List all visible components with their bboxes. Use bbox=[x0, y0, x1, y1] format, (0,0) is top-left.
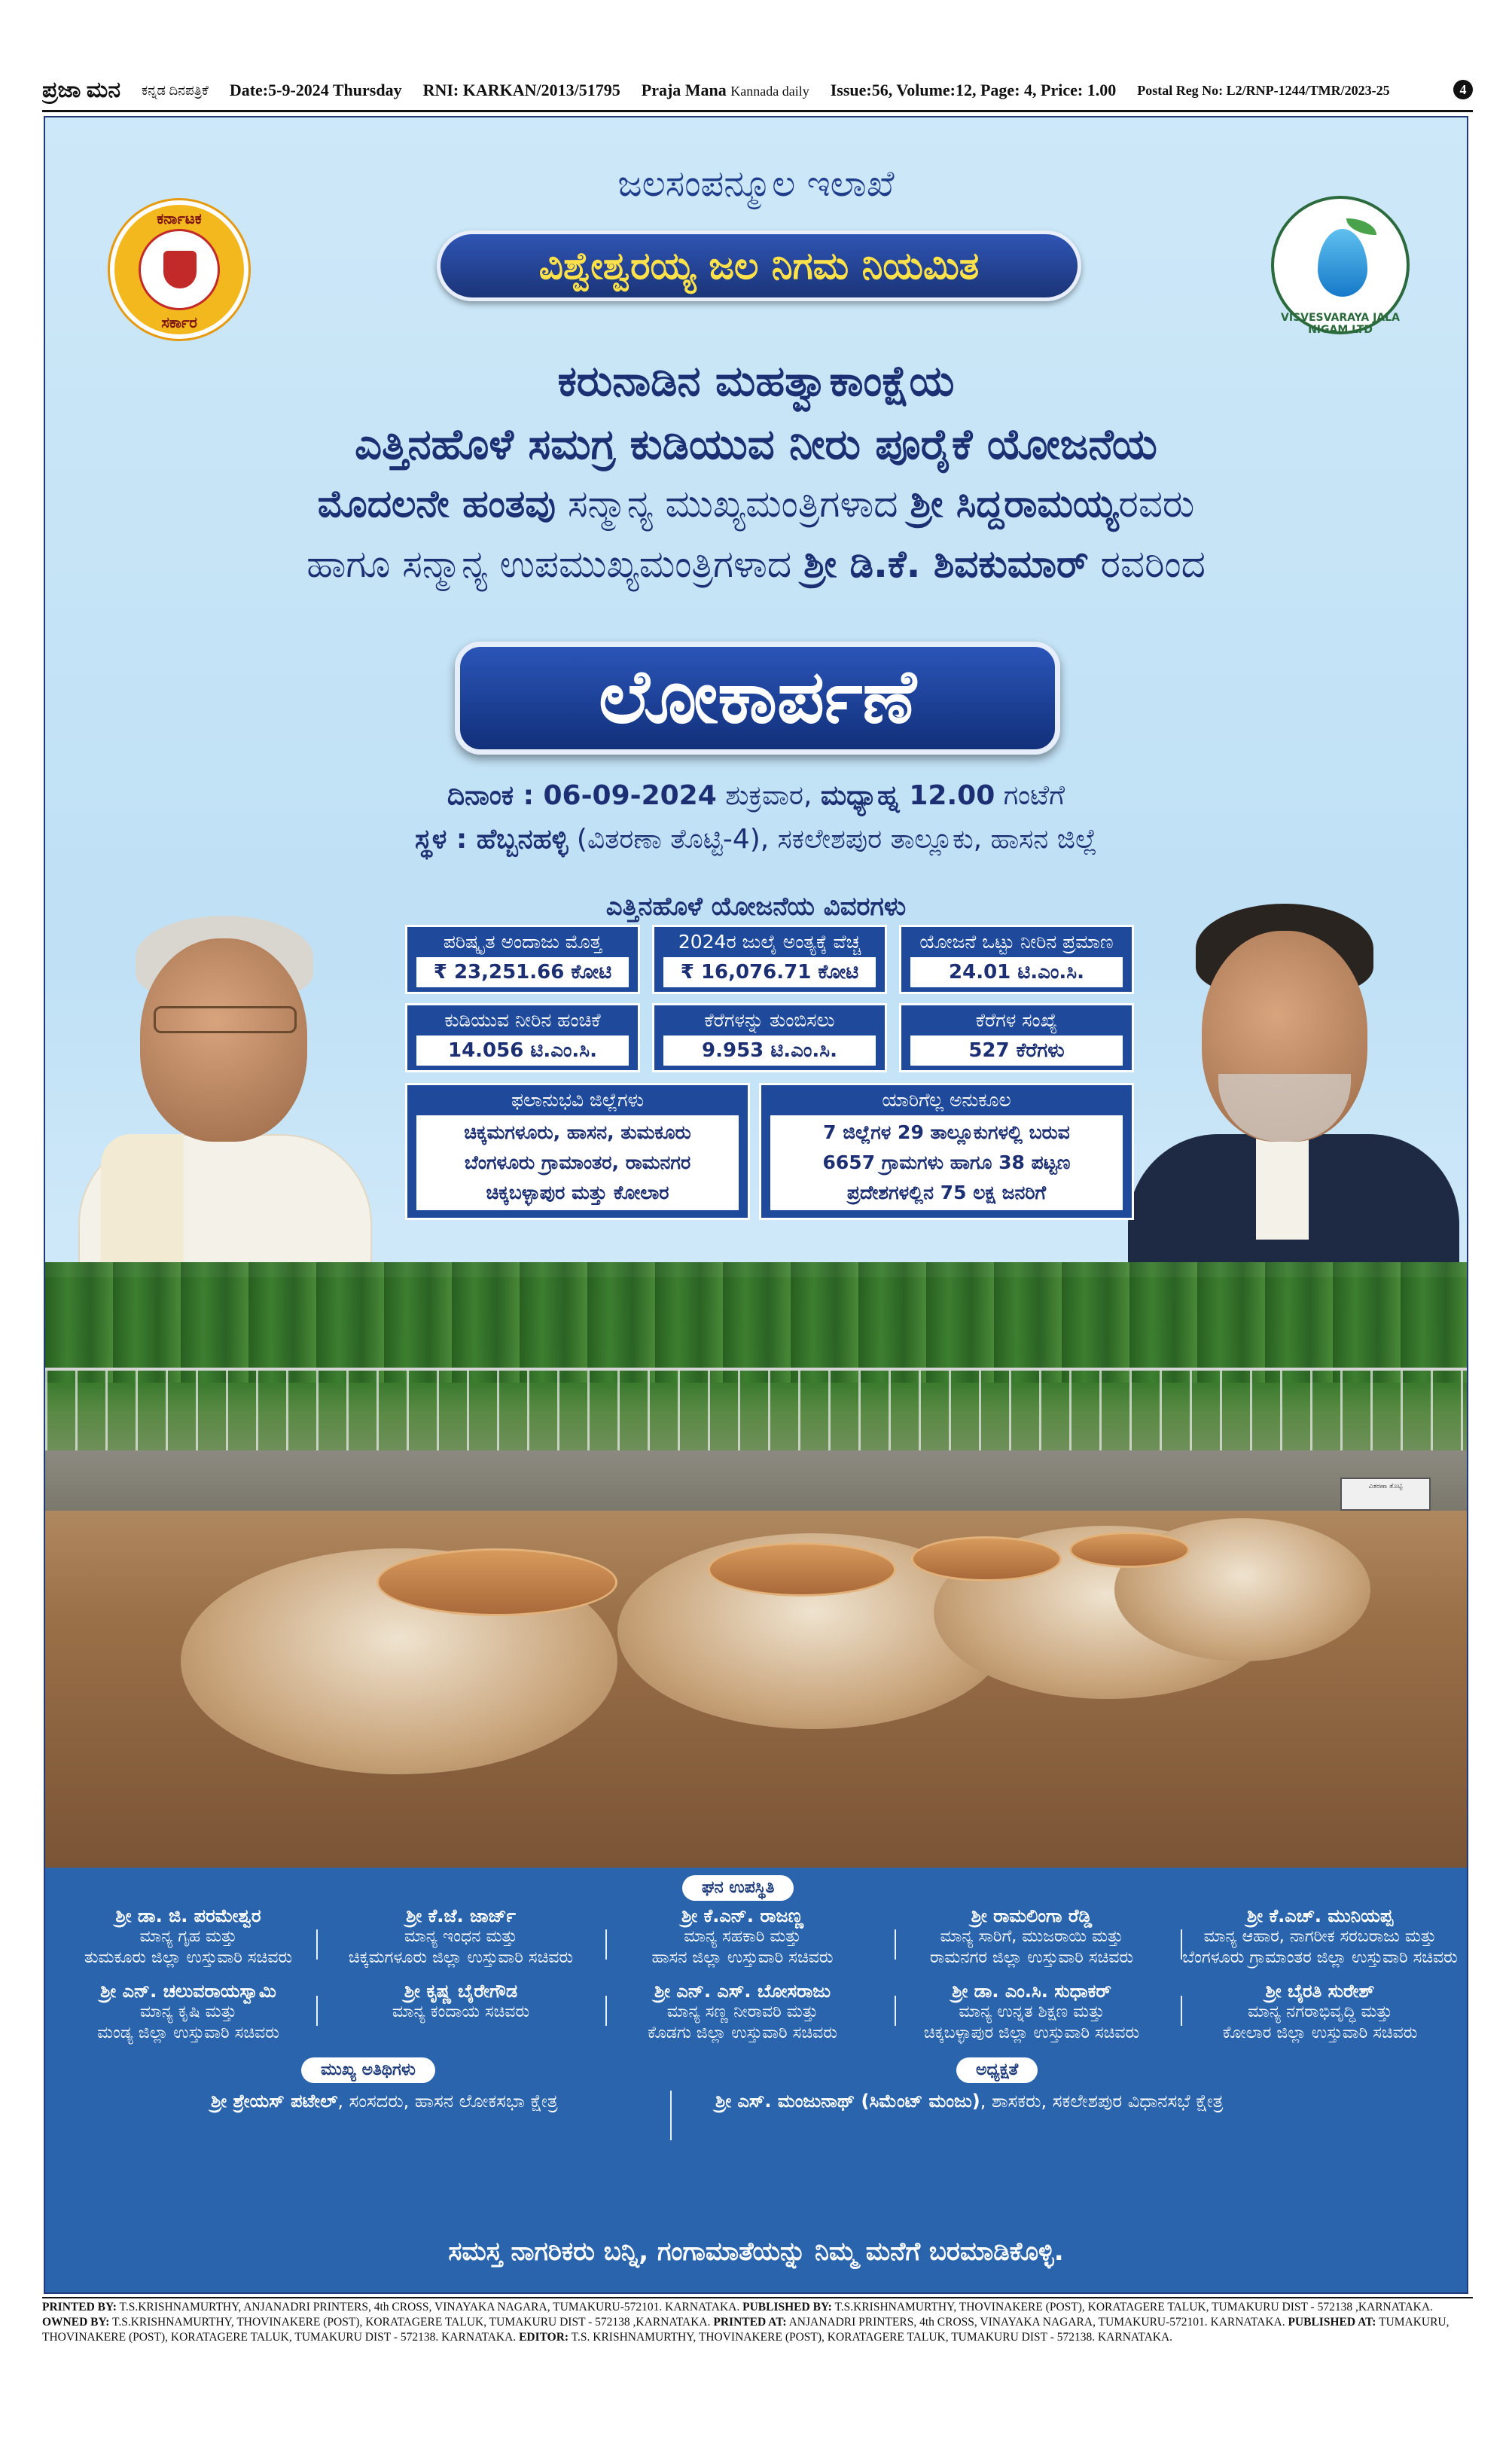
minister-name: ಶ್ರೀ ಡಾ. ಎಂ.ಸಿ. ಸುಧಾಕರ್ bbox=[952, 1981, 1111, 2002]
inauguration-banner: ಲೋಕಾರ್ಪಣೆ bbox=[455, 642, 1060, 755]
president-role: , ಶಾಸಕರು, ಸಕಲೇಶಪುರ ವಿಧಾನಸಭೆ ಕ್ಷೇತ್ರ bbox=[980, 2091, 1224, 2112]
detail-label: ಯೋಜನೆ ಒಟ್ಟು ನೀರಿನ ಪ್ರಮಾಣ bbox=[919, 931, 1114, 953]
benefit-line: 6657 ಗ್ರಾಮಗಳು ಹಾಗೂ 38 ಪಟ್ಟಣ bbox=[822, 1151, 1071, 1173]
presence-label: ಘನ ಉಪಸ್ಥಿತಿ bbox=[682, 1875, 794, 1901]
minister-name: ಶ್ರೀ ಎನ್. ಚಲುವರಾಯಸ್ವಾಮಿ bbox=[100, 1981, 276, 2002]
detail-card-expenditure bbox=[652, 925, 887, 994]
issue-date: Date:5-9-2024 Thursday bbox=[229, 81, 402, 99]
chief-guest-role: , ಸಂಸದರು, ಹಾಸನ ಲೋಕಸಭಾ ಕ್ಷೇತ್ರ bbox=[337, 2091, 558, 2112]
paper-name: ಪ್ರಜಾ ಮನ bbox=[42, 78, 121, 102]
imprint-label: PRINTED AT: bbox=[710, 2316, 787, 2329]
emblem-bottom-text: ಸರ್ಕಾರ bbox=[161, 313, 197, 331]
minister-name: ಶ್ರೀ ಕೆ.ಎನ್. ರಾಜಣ್ಣ bbox=[681, 1905, 804, 1926]
detail-card-districts bbox=[405, 1083, 750, 1220]
date-label: ದಿನಾಂಕ : 06-09-2024 bbox=[447, 780, 717, 811]
detail-value: 527 ಕೆರೆಗಳು bbox=[910, 1035, 1123, 1066]
minister-district: ಕೋಲಾರ ಜಿಲ್ಲಾ ಉಸ್ತುವಾರಿ ಸಚಿವರು bbox=[1222, 2024, 1418, 2042]
chief-guest-name: ಶ್ರೀ ಶ್ರೇಯಸ್ ಪಟೇಲ್ bbox=[211, 2091, 338, 2112]
headline-line-3 bbox=[45, 482, 1467, 526]
imprint-line-3 bbox=[42, 2330, 1473, 2345]
karnataka-emblem-icon bbox=[110, 200, 248, 339]
detail-value: ₹ 23,251.66 ಕೋಟಿ bbox=[416, 957, 629, 987]
minister-entry bbox=[1172, 1981, 1468, 2044]
district-line: ಚಿಕ್ಕಬಳ್ಳಾಪುರ ಮತ್ತು ಕೋಲಾರ bbox=[486, 1182, 669, 1203]
dcm-title: ಹಾಗೂ ಸನ್ಮಾನ್ಯ ಉಪಮುಖ್ಯಮಂತ್ರಿಗಳಾದ bbox=[306, 542, 804, 586]
masthead bbox=[42, 74, 1473, 107]
headline-line-4 bbox=[45, 542, 1467, 587]
face bbox=[140, 938, 307, 1142]
minister-entry bbox=[889, 1981, 1175, 2044]
corporation-banner: ವಿಶ್ವೇಶ್ವರಯ್ಯ ಜಲ ನಿಗಮ ನಿಯಮಿತ bbox=[437, 230, 1081, 301]
outlet-bowl bbox=[708, 1542, 896, 1597]
minister-entry bbox=[53, 1905, 324, 1969]
minister-portfolio: ಮಾನ್ಯ ಆಹಾರ, ನಾಗರೀಕ ಸರಬರಾಜು ಮತ್ತು bbox=[1203, 1927, 1437, 1946]
imprint-text: T.S.KRISHNAMURTHY, THOVINAKERE (POST), KORATAGERE TALUK, TUMAKURU DIST - 572138 ,KARNATAKA. bbox=[831, 2301, 1433, 2313]
minister-district: ಮಂಡ್ಯ ಜಿಲ್ಲಾ ಉಸ್ತುವಾರಿ ಸಚಿವರು bbox=[97, 2024, 279, 2042]
minister-portfolio: ಮಾನ್ಯ ನಗರಾಭಿವೃದ್ಧಿ ಮತ್ತು bbox=[1248, 2002, 1392, 2021]
detail-value bbox=[770, 1115, 1123, 1210]
minister-portfolio: ಮಾನ್ಯ ಕೃಷಿ ಮತ್ತು bbox=[139, 2002, 237, 2021]
separator bbox=[316, 1996, 318, 2026]
outlet-bowl bbox=[1069, 1532, 1190, 1568]
masthead-rule bbox=[42, 110, 1473, 112]
minister-name: ಶ್ರೀ ಬೈರತಿ ಸುರೇಶ್ bbox=[1265, 1981, 1375, 2002]
minister-district: ಚಿಕ್ಕಮಗಳೂರು ಜಿಲ್ಲಾ ಉಸ್ತುವಾರಿ ಸಚಿವರು bbox=[348, 1948, 574, 1967]
imprint-label: OWNED BY: bbox=[42, 2316, 110, 2329]
imprint-line-1 bbox=[42, 2300, 1473, 2315]
headline-line-1: ಕರುನಾಡಿನ ಮಹತ್ವಾಕಾಂಕ್ಷೆಯ bbox=[557, 357, 955, 406]
tree-line bbox=[45, 1262, 1467, 1383]
detail-value: 9.953 ಟಿ.ಎಂ.ಸಿ. bbox=[663, 1035, 876, 1066]
detail-card-water-quantity bbox=[899, 925, 1134, 994]
detail-card-tank-filling bbox=[652, 1003, 887, 1072]
minister-district: ಕೊಡಗು ಜಿಲ್ಲಾ ಉಸ್ತುವಾರಿ ಸಚಿವರು bbox=[648, 2024, 837, 2042]
detail-label: ಕೆರೆಗಳನ್ನು ತುಂಬಿಸಲು bbox=[704, 1009, 835, 1031]
vjnl-logo-text: VISVESVARAYA JALA NIGAM LTD bbox=[1281, 312, 1400, 336]
detail-label: 2024ರ ಜುಲೈ ಅಂತ್ಯಕ್ಕೆ ವೆಚ್ಚ bbox=[678, 931, 861, 953]
event-place bbox=[45, 824, 1467, 856]
minister-portfolio: ಮಾನ್ಯ ಉನ್ನತ ಶಿಕ್ಷಣ ಮತ್ತು bbox=[959, 2002, 1105, 2021]
phase-text: ಮೊದಲನೇ ಹಂತವು bbox=[317, 482, 556, 526]
page-number: 4 bbox=[1453, 80, 1473, 99]
event-date bbox=[45, 780, 1467, 812]
minister-district: ರಾಮನಗರ ಜಿಲ್ಲಾ ಉಸ್ತುವಾರಿ ಸಚಿವರು bbox=[929, 1948, 1134, 1967]
benefit-line: 7 ಜಿಲ್ಲೆಗಳ 29 ತಾಲ್ಲೂಕುಗಳಲ್ಲಿ ಬರುವ bbox=[823, 1121, 1070, 1143]
department-name: ಜಲಸಂಪನ್ಮೂಲ ಇಲಾಖೆ bbox=[617, 163, 895, 205]
imprint-label: EDITOR: bbox=[516, 2331, 569, 2344]
district-line: ಬೆಂಗಳೂರು ಗ್ರಾಮಾಂತರ, ರಾಮನಗರ bbox=[464, 1151, 691, 1173]
paper-name-en: Praja Mana bbox=[641, 81, 727, 99]
emblem-inner bbox=[139, 229, 220, 310]
emblem-shield bbox=[163, 251, 197, 288]
postal-reg: Postal Reg No: L2/RNP-1244/TMR/2023-25 bbox=[1137, 82, 1390, 98]
minister-entry bbox=[607, 1905, 878, 1969]
chief-guest bbox=[211, 2091, 558, 2112]
detail-label: ಕೆರೆಗಳ ಸಂಖ್ಯೆ bbox=[975, 1009, 1058, 1031]
detail-card-drinking-water bbox=[405, 1003, 640, 1072]
minister-name: ಶ್ರೀ ಕೆ.ಎಚ್. ಮುನಿಯಪ್ಪ bbox=[1246, 1905, 1394, 1926]
district-line: ಚಿಕ್ಕಮಗಳೂರು, ಹಾಸನ, ತುಮಕೂರು bbox=[464, 1121, 691, 1143]
date-time: ಮಧ್ಯಾಹ್ನ 12.00 bbox=[820, 780, 995, 811]
separator bbox=[316, 1929, 318, 1960]
detail-value: 24.01 ಟಿ.ಎಂ.ಸಿ. bbox=[910, 957, 1123, 987]
detail-value: 14.056 ಟಿ.ಎಂ.ಸಿ. bbox=[416, 1035, 629, 1066]
paper-tagline: ಕನ್ನಡ ದಿನಪತ್ರಿಕೆ bbox=[142, 82, 209, 98]
headline-line-2: ಎತ್ತಿನಹೊಳೆ ಸಮಗ್ರ ಕುಡಿಯುವ ನೀರು ಪೂರೈಕೆ ಯೋಜನೆಯ bbox=[355, 420, 1157, 469]
cm-title: ಸನ್ಮಾನ್ಯ ಮುಖ್ಯಮಂತ್ರಿಗಳಾದ bbox=[556, 482, 910, 526]
detail-value: ₹ 16,076.71 ಕೋಟಿ bbox=[663, 957, 876, 987]
minister-entry bbox=[325, 1981, 596, 2023]
emblem-top-text: ಕರ್ನಾಟಕ bbox=[157, 209, 202, 227]
minister-district: ಹಾಸನ ಜಿಲ್ಲಾ ಉಸ್ತುವಾರಿ ಸಚಿವರು bbox=[651, 1948, 834, 1967]
signboard: ವಿತರಣಾ ತೊಟ್ಟಿ bbox=[1340, 1478, 1431, 1511]
president-name: ಶ್ರೀ ಎಸ್. ಮಂಜುನಾಥ್ (ಸಿಮೆಂಟ್ ಮಂಜು) bbox=[715, 2091, 980, 2112]
vjnl-logo-icon bbox=[1271, 196, 1410, 334]
dcm-name: ಶ್ರೀ ಡಿ.ಕೆ. ಶಿವಕುಮಾರ್ bbox=[803, 542, 1089, 586]
presided-by-label: ಅಧ್ಯಕ್ಷತೆ bbox=[956, 2057, 1038, 2083]
public-invitation: ಸಮಸ್ತ ನಾಗರಿಕರು ಬನ್ನಿ, ಗಂಗಾಮಾತೆಯನ್ನು ನಿಮ್ಮ ಮನೆಗೆ ಬರಮಾಡಿಕೊಳ್ಳಿ. bbox=[448, 2237, 1064, 2267]
minister-district: ಬೆಂಗಳೂರು ಗ್ರಾಮಾಂತರ ಜಿಲ್ಲಾ ಉಸ್ತುವಾರಿ ಸಚಿವರು bbox=[1182, 1948, 1458, 1967]
outlet-bowl bbox=[376, 1548, 617, 1616]
dcm-suffix: ರವರಿಂದ bbox=[1088, 542, 1206, 586]
imprint-text: ANJANADRI PRINTERS, 4th CROSS, VINAYAKA NAGARA, TUMAKURU-572101. KARNATAKA. bbox=[786, 2316, 1285, 2329]
minister-entry bbox=[53, 1981, 324, 2044]
delivery-chamber-photo bbox=[45, 1262, 1467, 1868]
detail-label: ಫಲಾನುಭವಿ ಜಿಲ್ಲೆಗಳು bbox=[511, 1089, 645, 1111]
minister-entry bbox=[325, 1905, 596, 1969]
minister-district: ಚಿಕ್ಕಬಳ್ಳಾಪುರ ಜಿಲ್ಲಾ ಉಸ್ತುವಾರಿ ಸಚಿವರು bbox=[923, 2024, 1140, 2042]
spectacles-icon bbox=[154, 1006, 297, 1033]
date-day: ಶುಕ್ರವಾರ, bbox=[716, 780, 821, 811]
date-suffix: ಗಂಟೆಗೆ bbox=[995, 780, 1065, 811]
issue-info: Issue:56, Volume:12, Page: 4, Price: 1.00 bbox=[830, 81, 1117, 99]
beard bbox=[1218, 1074, 1351, 1142]
paper-name-en-small: Kannada daily bbox=[730, 84, 809, 99]
imprint-text: T.S.KRISHNAMURTHY, ANJANADRI PRINTERS, 4th CROSS, VINAYAKA NAGARA, TUMAKURU-572101. KARNATAKA. bbox=[116, 2301, 740, 2313]
minister-entry bbox=[889, 1905, 1175, 1969]
minister-entry bbox=[607, 1981, 878, 2044]
outlet-bowl bbox=[911, 1536, 1062, 1581]
minister-name: ಶ್ರೀ ಎನ್. ಎಸ್. ಬೋಸರಾಜು bbox=[654, 1981, 831, 2002]
minister-portfolio: ಮಾನ್ಯ ಕಂದಾಯ ಸಚಿವರು bbox=[392, 2002, 530, 2021]
government-advertisement bbox=[44, 116, 1468, 2294]
minister-name: ಶ್ರೀ ಕೃಷ್ಣ ಬೈರೇಗೌಡ bbox=[404, 1981, 518, 2002]
detail-label: ಯಾರಿಗೆಲ್ಲ ಅನುಕೂಲ bbox=[882, 1089, 1011, 1111]
imprint-text: THOVINAKERE (POST), KORATAGERE TALUK, TUMAKURU DIST - 572138. KARNATAKA. bbox=[42, 2331, 517, 2344]
cm-name: ಶ್ರೀ ಸಿದ್ದರಾಮಯ್ಯ bbox=[910, 482, 1119, 526]
imprint-line-2 bbox=[42, 2315, 1473, 2330]
minister-portfolio: ಮಾನ್ಯ ಸಾರಿಗೆ, ಮುಜರಾಯಿ ಮತ್ತು bbox=[940, 1927, 1123, 1946]
detail-value bbox=[416, 1115, 739, 1210]
detail-card-revised-cost bbox=[405, 925, 640, 994]
footer-rule bbox=[42, 2297, 1473, 2298]
minister-district: ತುಮಕೂರು ಜಿಲ್ಲಾ ಉಸ್ತುವಾರಿ ಸಚಿವರು bbox=[84, 1948, 293, 1967]
minister-portfolio: ಮಾನ್ಯ ಸಹಕಾರಿ ಮತ್ತು bbox=[684, 1927, 801, 1946]
project-details-title: ಎತ್ತಿನಹೊಳೆ ಯೋಜನೆಯ ವಿವರಗಳು bbox=[605, 892, 907, 922]
imprint-label: PUBLISHED BY: bbox=[739, 2301, 832, 2313]
minister-entry bbox=[1172, 1905, 1468, 1969]
detail-label: ಕುಡಿಯುವ ನೀರಿನ ಹಂಚಿಕೆ bbox=[444, 1009, 601, 1031]
shirt-collar bbox=[1256, 1134, 1309, 1240]
chief-guest-label: ಮುಖ್ಯ ಅತಿಥಿಗಳು bbox=[301, 2057, 435, 2083]
dignitaries-band bbox=[45, 1868, 1467, 2294]
detail-label: ಪರಿಷ್ಕೃತ ಅಂದಾಜು ಮೊತ್ತ bbox=[443, 931, 602, 953]
minister-name: ಶ್ರೀ ರಾಮಲಿಂಗಾ ರೆಡ್ಡಿ bbox=[971, 1905, 1093, 1926]
detail-card-beneficiaries bbox=[759, 1083, 1134, 1220]
printer-imprint bbox=[42, 2300, 1473, 2345]
minister-name: ಶ್ರೀ ಡಾ. ಜಿ. ಪರಮೇಶ್ವರ bbox=[115, 1905, 261, 1926]
cm-suffix: ರವರು bbox=[1118, 482, 1195, 526]
minister-portfolio: ಮಾನ್ಯ ಸಣ್ಣ ನೀರಾವರಿ ಮತ್ತು bbox=[666, 2002, 818, 2021]
place-label: ಸ್ಥಳ : ಹೆಬ್ಬನಹಳ್ಳಿ bbox=[415, 824, 569, 855]
minister-portfolio: ಮಾನ್ಯ ಇಂಧನ ಮತ್ತು bbox=[404, 1927, 517, 1946]
chief-minister-photo bbox=[48, 886, 402, 1310]
minister-name: ಶ್ರೀ ಕೆ.ಜೆ. ಜಾರ್ಜ್ bbox=[406, 1905, 516, 1926]
imprint-label: PRINTED BY: bbox=[42, 2301, 117, 2313]
benefit-line: ಪ್ರದೇಶಗಳಲ್ಲಿನ 75 ಲಕ್ಷ ಜನರಿಗೆ bbox=[846, 1182, 1047, 1203]
place-detail: (ವಿತರಣಾ ತೊಟ್ಟಿ-4), ಸಕಲೇಶಪುರ ತಾಲ್ಲೂಕು, ಹಾಸನ ಜಿಲ್ಲೆ bbox=[568, 824, 1097, 855]
imprint-text: TUMAKURU, bbox=[1376, 2316, 1450, 2329]
imprint-text: T.S. KRISHNAMURTHY, THOVINAKERE (POST), KORATAGERE TALUK, TUMAKURU DIST - 572138. KARNATAKA. bbox=[569, 2331, 1173, 2344]
detail-card-tank-count bbox=[899, 1003, 1134, 1072]
rni-number: RNI: KARKAN/2013/51795 bbox=[422, 81, 620, 99]
fence bbox=[45, 1368, 1467, 1458]
separator bbox=[670, 2091, 672, 2140]
minister-portfolio: ಮಾನ್ಯ ಗೃಹ ಮತ್ತು bbox=[139, 1927, 237, 1946]
imprint-text: T.S.KRISHNAMURTHY, THOVINAKERE (POST), KORATAGERE TALUK, TUMAKURU DIST - 572138 ,KARNATAKA. bbox=[109, 2316, 711, 2329]
presided-by bbox=[715, 2091, 1223, 2112]
deputy-chief-minister-photo bbox=[1098, 886, 1467, 1310]
imprint-label: PUBLISHED AT: bbox=[1285, 2316, 1376, 2329]
